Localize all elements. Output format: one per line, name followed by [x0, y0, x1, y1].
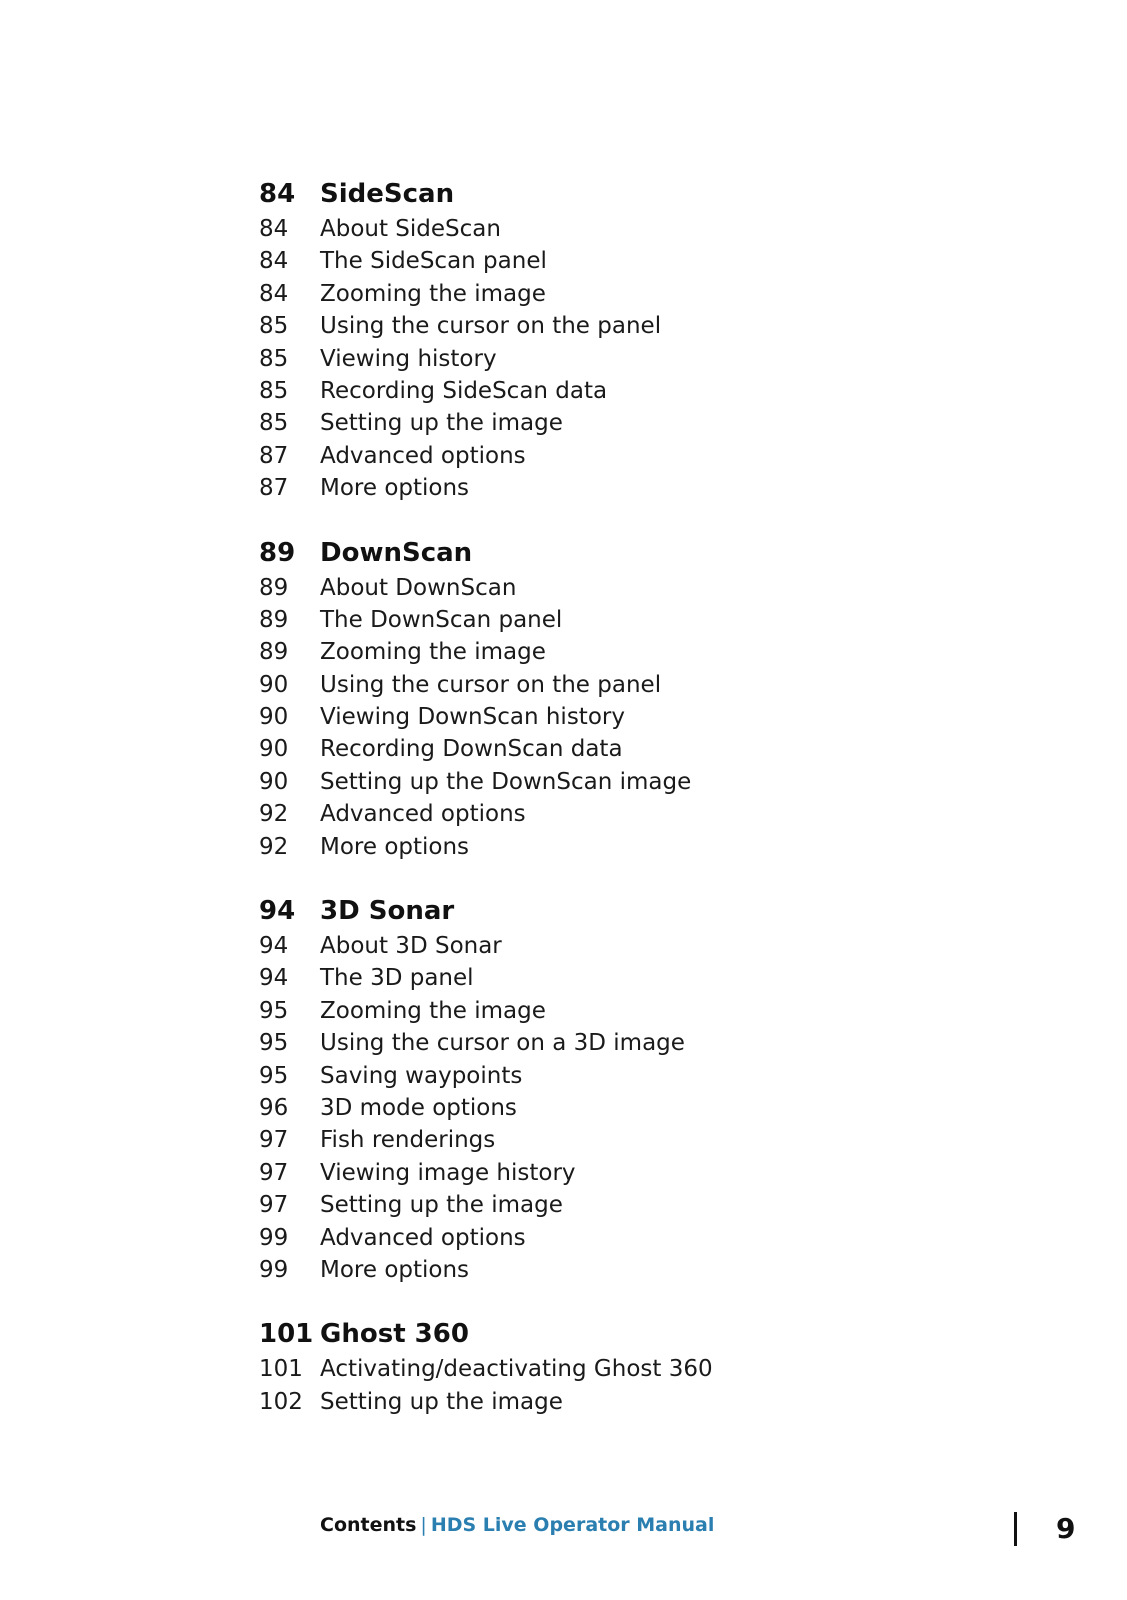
- entry-page-number: 95: [259, 1030, 289, 1057]
- toc-entry[interactable]: [259, 669, 959, 701]
- toc-entry[interactable]: [259, 1386, 959, 1418]
- entry-title: Setting up the image: [320, 1388, 563, 1415]
- entry-page-number: 99: [259, 1224, 289, 1251]
- toc-section: [259, 1315, 959, 1418]
- toc-entry[interactable]: [259, 962, 959, 994]
- toc-entry[interactable]: [259, 995, 959, 1027]
- toc-section: [259, 534, 959, 864]
- entry-page-number: 85: [259, 345, 289, 372]
- section-title: Ghost 360: [320, 1319, 469, 1350]
- toc-entry[interactable]: [259, 604, 959, 636]
- toc-entry[interactable]: [259, 407, 959, 439]
- entry-title: Setting up the DownScan image: [320, 768, 692, 795]
- entry-title: Using the cursor on a 3D image: [320, 1030, 685, 1057]
- entry-page-number: 87: [259, 442, 289, 469]
- entry-title: The DownScan panel: [320, 606, 563, 633]
- toc-entry[interactable]: [259, 440, 959, 472]
- entry-title: About 3D Sonar: [320, 933, 502, 960]
- footer-section-label: Contents: [320, 1514, 417, 1536]
- entry-title: Advanced options: [320, 442, 526, 469]
- entry-title: Recording SideScan data: [320, 377, 608, 404]
- entry-page-number: 90: [259, 768, 289, 795]
- section-page-number: 84: [259, 179, 296, 209]
- entry-title: Using the cursor on the panel: [320, 313, 662, 340]
- toc-entry[interactable]: [259, 1092, 959, 1124]
- entry-title: About DownScan: [320, 574, 517, 601]
- entry-page-number: 95: [259, 1062, 289, 1089]
- entry-title: More options: [320, 475, 470, 502]
- toc-section-heading[interactable]: [259, 1315, 959, 1353]
- entry-page-number: 89: [259, 606, 289, 633]
- section-page-number: 94: [259, 896, 296, 927]
- section-page-number: 89: [259, 537, 296, 568]
- entry-title: 3D mode options: [320, 1094, 517, 1121]
- entry-page-number: 84: [259, 216, 289, 242]
- toc-entry[interactable]: [259, 1157, 959, 1189]
- entry-page-number: 99: [259, 1256, 289, 1283]
- entry-title: The SideScan panel: [320, 248, 547, 275]
- entry-title: Viewing image history: [320, 1159, 576, 1186]
- page-footer: [320, 1514, 714, 1536]
- toc-entry[interactable]: [259, 572, 959, 604]
- toc-entry[interactable]: [259, 343, 959, 375]
- toc-section-heading[interactable]: [259, 175, 959, 213]
- toc-entry[interactable]: [259, 310, 959, 342]
- entry-title: About SideScan: [320, 216, 501, 242]
- entry-title: Fish renderings: [320, 1127, 496, 1154]
- entry-page-number: 97: [259, 1192, 289, 1219]
- section-title: DownScan: [320, 537, 473, 568]
- toc-entry[interactable]: [259, 636, 959, 668]
- entry-title: Advanced options: [320, 1224, 526, 1251]
- entry-title: More options: [320, 1256, 470, 1283]
- entry-title: Advanced options: [320, 801, 526, 828]
- toc-entry[interactable]: [259, 213, 959, 245]
- page-number-divider: [1014, 1512, 1017, 1546]
- entry-title: Viewing history: [320, 345, 497, 372]
- entry-title: Setting up the image: [320, 1192, 563, 1219]
- entry-page-number: 101: [259, 1356, 303, 1383]
- footer-separator: |: [420, 1514, 427, 1536]
- toc-entry[interactable]: [259, 733, 959, 765]
- entry-page-number: 84: [259, 280, 289, 307]
- toc-entry[interactable]: [259, 1027, 959, 1059]
- entry-page-number: 85: [259, 313, 289, 340]
- section-title: 3D Sonar: [320, 896, 455, 927]
- toc-entry[interactable]: [259, 1124, 959, 1156]
- entry-page-number: 97: [259, 1127, 289, 1154]
- table-of-contents: [259, 175, 959, 1418]
- toc-entry[interactable]: [259, 1060, 959, 1092]
- toc-entry[interactable]: [259, 831, 959, 863]
- toc-entry[interactable]: [259, 1254, 959, 1286]
- entry-page-number: 90: [259, 736, 289, 763]
- toc-entry[interactable]: [259, 930, 959, 962]
- entry-page-number: 85: [259, 410, 289, 437]
- entry-title: Using the cursor on the panel: [320, 671, 662, 698]
- entry-page-number: 97: [259, 1159, 289, 1186]
- entry-title: Recording DownScan data: [320, 736, 623, 763]
- toc-entry[interactable]: [259, 472, 959, 504]
- entry-page-number: 92: [259, 833, 289, 860]
- entry-page-number: 89: [259, 639, 289, 666]
- toc-entry[interactable]: [259, 245, 959, 277]
- page-number: 9: [1056, 1512, 1076, 1545]
- toc-entry[interactable]: [259, 1222, 959, 1254]
- entry-page-number: 96: [259, 1094, 289, 1121]
- toc-section: [259, 892, 959, 1286]
- section-page-number: 101: [259, 1319, 314, 1350]
- entry-page-number: 95: [259, 997, 289, 1024]
- entry-title: More options: [320, 833, 470, 860]
- toc-section: [259, 175, 959, 505]
- entry-title: Zooming the image: [320, 997, 546, 1024]
- entry-page-number: 92: [259, 801, 289, 828]
- entry-page-number: 94: [259, 933, 289, 960]
- entry-page-number: 90: [259, 704, 289, 731]
- toc-entry[interactable]: [259, 701, 959, 733]
- entry-title: Setting up the image: [320, 410, 563, 437]
- entry-page-number: 84: [259, 248, 289, 275]
- toc-entry[interactable]: [259, 375, 959, 407]
- toc-entry[interactable]: [259, 766, 959, 798]
- toc-entry[interactable]: [259, 1353, 959, 1385]
- entry-page-number: 94: [259, 965, 289, 992]
- entry-page-number: 102: [259, 1388, 303, 1415]
- entry-page-number: 85: [259, 377, 289, 404]
- entry-page-number: 89: [259, 574, 289, 601]
- toc-entry[interactable]: [259, 278, 959, 310]
- footer-manual-title: HDS Live Operator Manual: [430, 1514, 715, 1536]
- entry-title: Saving waypoints: [320, 1062, 523, 1089]
- entry-page-number: 87: [259, 475, 289, 502]
- entry-title: Activating/deactivating Ghost 360: [320, 1356, 713, 1383]
- entry-title: Zooming the image: [320, 639, 546, 666]
- section-title: SideScan: [320, 179, 455, 209]
- entry-title: Zooming the image: [320, 280, 546, 307]
- entry-title: Viewing DownScan history: [320, 704, 625, 731]
- entry-page-number: 90: [259, 671, 289, 698]
- toc-section-heading[interactable]: [259, 534, 959, 572]
- toc-section-heading[interactable]: [259, 892, 959, 930]
- entry-title: The 3D panel: [320, 965, 474, 992]
- toc-entry[interactable]: [259, 798, 959, 830]
- toc-entry[interactable]: [259, 1189, 959, 1221]
